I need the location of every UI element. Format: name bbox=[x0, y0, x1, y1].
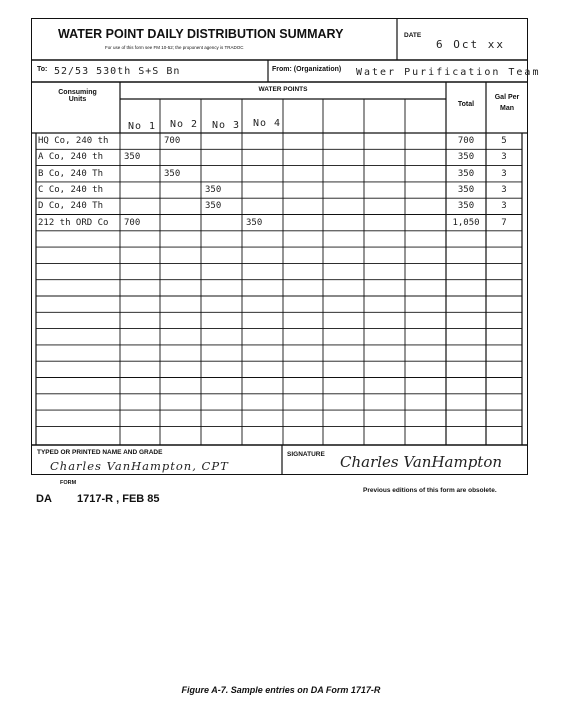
to-field[interactable]: 52/53 530th S+S Bn bbox=[54, 66, 181, 77]
total-cell[interactable]: 1,050 bbox=[452, 217, 480, 228]
from-label: From: (Organization) bbox=[272, 66, 342, 73]
water-points-header: WATER POINTS bbox=[258, 86, 308, 93]
unit-cell[interactable]: HQ Co, 240 th bbox=[38, 136, 109, 146]
typed-name-label: TYPED OR PRINTED NAME AND GRADE bbox=[37, 449, 163, 456]
previous-editions-note: Previous editions of this form are obsolete. bbox=[363, 487, 497, 494]
water-point-cell[interactable]: 700 bbox=[124, 217, 141, 228]
gal-per-man-header: Gal Per Man bbox=[494, 94, 520, 112]
consuming-units-header: Consuming Units bbox=[58, 89, 97, 103]
gal-per-man-cell[interactable]: 3 bbox=[501, 201, 507, 212]
unit-cell[interactable]: B Co, 240 Th bbox=[38, 168, 104, 179]
water-point-cell[interactable]: 700 bbox=[164, 136, 181, 146]
water-point-cell[interactable]: 350 bbox=[205, 201, 222, 212]
point-label-2: No 2 bbox=[170, 119, 199, 130]
date-label: DATE bbox=[404, 32, 422, 39]
signature-field[interactable]: Charles VanHampton bbox=[340, 453, 503, 471]
water-point-cell[interactable]: 350 bbox=[164, 168, 181, 179]
gal-per-man-cell[interactable]: 5 bbox=[501, 136, 507, 146]
point-label-1: No 1 bbox=[128, 121, 157, 132]
point-label-3: No 3 bbox=[212, 120, 241, 131]
gal-per-man-cell[interactable]: 3 bbox=[501, 152, 507, 163]
total-cell[interactable]: 350 bbox=[457, 201, 475, 212]
date-field[interactable]: 6 Oct xx bbox=[436, 38, 505, 51]
water-point-cell[interactable]: 350 bbox=[246, 217, 263, 228]
signature-label: SIGNATURE bbox=[287, 451, 325, 458]
form-prefix: DA bbox=[36, 493, 52, 505]
unit-cell[interactable]: D Co, 240 Th bbox=[38, 201, 104, 212]
from-field[interactable]: Water Purification Team bbox=[356, 67, 541, 78]
to-label: To: bbox=[37, 66, 48, 73]
total-cell[interactable]: 700 bbox=[457, 136, 475, 146]
typed-name-field[interactable]: Charles VanHampton, CPT bbox=[50, 459, 229, 473]
unit-cell[interactable]: 212 th ORD Co bbox=[38, 217, 109, 228]
form-number: 1717-R , FEB 85 bbox=[77, 493, 160, 505]
form-subtitle: For use of this form see FM 10-52; the proponent agency is TRADOC bbox=[105, 45, 244, 50]
point-label-4: No 4 bbox=[253, 118, 282, 129]
total-cell[interactable]: 350 bbox=[457, 152, 475, 163]
unit-cell[interactable]: C Co, 240 th bbox=[38, 184, 104, 195]
total-header: Total bbox=[457, 101, 475, 108]
gal-per-man-cell[interactable]: 7 bbox=[501, 217, 507, 228]
form-title: WATER POINT DAILY DISTRIBUTION SUMMARY bbox=[58, 27, 344, 41]
figure-caption: Figure A-7. Sample entries on DA Form 1717-R bbox=[181, 685, 381, 695]
water-point-cell[interactable]: 350 bbox=[124, 152, 141, 163]
gal-per-man-cell[interactable]: 3 bbox=[501, 184, 507, 195]
form-label: FORM bbox=[60, 480, 77, 486]
total-cell[interactable]: 350 bbox=[457, 168, 475, 179]
gal-per-man-cell[interactable]: 3 bbox=[501, 168, 507, 179]
water-point-cell[interactable]: 350 bbox=[205, 184, 222, 195]
unit-cell[interactable]: A Co, 240 th bbox=[38, 152, 104, 163]
total-cell[interactable]: 350 bbox=[457, 184, 475, 195]
